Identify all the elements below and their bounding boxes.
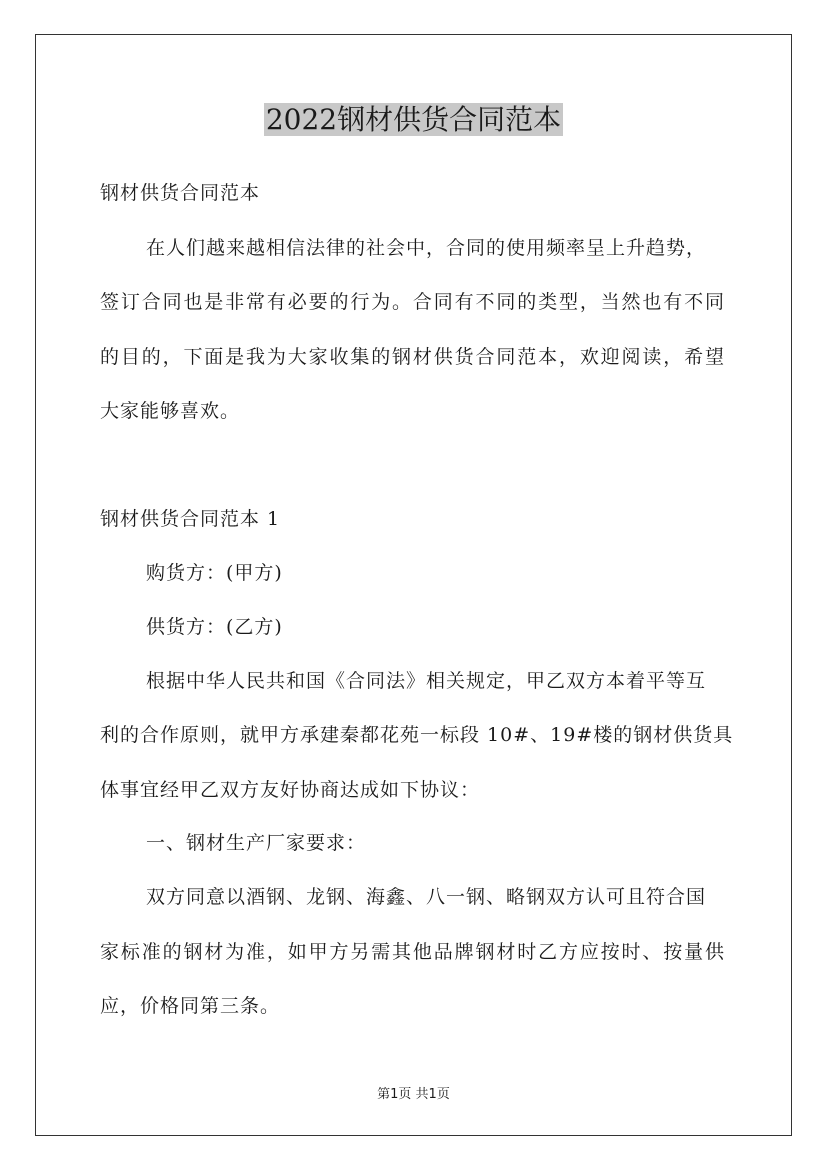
clause1-line-1: 双方同意以酒钢、龙钢、海鑫、八一钢、略钢双方认可且符合国	[146, 886, 707, 908]
section-title: 钢材供货合同范本 1	[100, 508, 281, 530]
clause1-heading: 一、钢材生产厂家要求：	[146, 832, 367, 854]
clause1-line-2: 家标准的钢材为准，如甲方另需其他品牌钢材时乙方应按时、按量供	[100, 941, 725, 963]
page-footer: 第1页 共1页	[377, 1087, 450, 1102]
para1-line-3: 体事宜经甲乙双方友好协商达成如下协议：	[100, 779, 481, 801]
intro-line-1: 在人们越来越相信法律的社会中，合同的使用频率呈上升趋势，	[146, 237, 707, 259]
para1-line-2: 利的合作原则，就甲方承建秦都花苑一标段 10#、19#楼的钢材供货具	[100, 724, 734, 746]
clause1-line-3: 应，价格同第三条。	[100, 995, 281, 1017]
para1-line-1: 根据中华人民共和国《合同法》相关规定，甲乙双方本着平等互	[146, 670, 707, 692]
document-title: 2022钢材供货合同范本	[265, 103, 562, 136]
document-subtitle: 钢材供货合同范本	[100, 182, 261, 204]
buyer-line: 购货方：(甲方)	[146, 562, 283, 584]
intro-line-3: 的目的，下面是我为大家收集的钢材供货合同范本，欢迎阅读，希望	[100, 346, 725, 368]
supplier-line: 供货方：(乙方)	[146, 616, 283, 638]
intro-line-4: 大家能够喜欢。	[100, 400, 241, 422]
intro-line-2: 签订合同也是非常有必要的行为。合同有不同的类型，当然也有不同	[100, 291, 725, 313]
